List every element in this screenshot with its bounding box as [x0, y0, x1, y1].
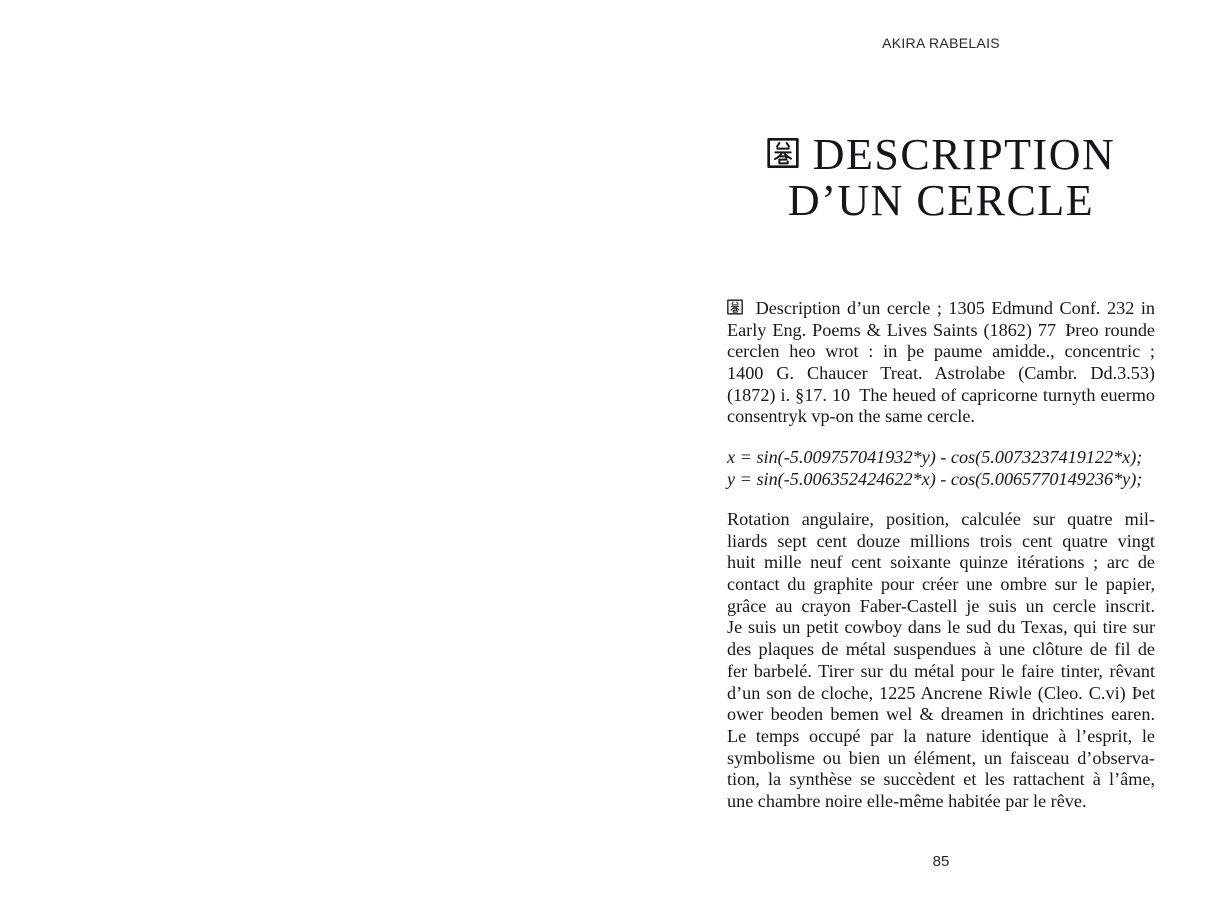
text-line [727, 704, 1155, 726]
text-line [727, 363, 1155, 385]
text-line [727, 639, 1155, 661]
text-line-content: consentryk vp-on the same cercle. [727, 406, 975, 427]
text-line-content: d’un son de cloche, 1225 Ancrene Riwle (Cleo. C.vi) Þet [727, 682, 1155, 703]
body-paragraph [727, 509, 1155, 813]
text-line [727, 509, 1155, 531]
text-line-content: Le temps occupé par la nature identique à l’esprit, le [727, 725, 1155, 746]
text-line-content: contact du graphite pour créer une ombre sur le papier, [727, 574, 1155, 595]
chapter-title-text-1: DESCRIPTION [812, 130, 1116, 179]
text-line-content: cerclen heo wrot : in þe paume amidde., concentric ; [727, 341, 1155, 362]
text-line [727, 385, 1155, 407]
text-line-content: des plaques de métal suspendues à une clôture de fil de [727, 639, 1155, 660]
formula-block [727, 447, 1155, 490]
chapter-title [727, 132, 1155, 224]
text-line [727, 447, 1155, 469]
text-line [727, 769, 1155, 791]
text-line-content: tion, la synthèse se succèdent et les rattachent à l’âme, [727, 769, 1155, 790]
chapter-title-text-2: D’UN CERCLE [787, 176, 1095, 225]
text-line [727, 748, 1155, 770]
text-line [727, 574, 1155, 596]
text-line-content: huit mille neuf cent soixante quinze itérations ; arc de [727, 552, 1155, 573]
text-line-content: ower beoden bemen wel & dreamen in drichtines earen. [727, 704, 1155, 725]
text-line-content: (1872) i. §17. 10 The heued of capricorne turnyth euermo [727, 384, 1155, 405]
text-line [727, 298, 1155, 320]
text-line [727, 617, 1155, 639]
text-line [727, 552, 1155, 574]
text-line-content: x = sin(-5.009757041932*y) - cos(5.0073237419122*x); [727, 447, 1143, 467]
text-line-content: Rotation angulaire, position, calculée sur quatre mil- [727, 509, 1155, 529]
text-line-content: une chambre noire elle-même habitée par le rêve. [727, 790, 1087, 811]
citation-paragraph [727, 298, 1155, 428]
text-line [727, 531, 1155, 553]
circle-ideograph-icon [727, 298, 743, 320]
page-number: 85 [932, 853, 950, 870]
text-line-content: liards sept cent douze millions trois cent quatre vingt [727, 530, 1155, 551]
text-line [727, 791, 1155, 813]
running-head: AKIRA RABELAIS [882, 35, 1000, 51]
circle-ideograph-icon [767, 132, 799, 178]
chapter-title-line-1 [727, 132, 1155, 178]
chapter-title-line-2 [727, 178, 1155, 224]
text-line [727, 661, 1155, 683]
text-line [727, 469, 1155, 491]
text-line-content: Je suis un petit cowboy dans le sud du Texas, qui tire sur [727, 617, 1155, 638]
text-line [727, 596, 1155, 618]
text-line [727, 320, 1155, 342]
text-line-content: Early Eng. Poems & Lives Saints (1862) 77 Þreo rounde [727, 319, 1155, 340]
text-line-content: y = sin(-5.006352424622*x) - cos(5.0065770149236*y); [727, 468, 1143, 489]
text-line-content: 1400 G. Chaucer Treat. Astrolabe (Cambr. Dd.3.53) [727, 363, 1155, 384]
text-line-content: fer barbelé. Tirer sur du métal pour le faire tinter, rêvant [727, 660, 1155, 681]
text-line [727, 406, 1155, 428]
text-line-content: symbolisme ou bien un élément, un faisceau d’observa- [727, 747, 1155, 768]
text-line-content: grâce au crayon Faber-Castell je suis un cercle inscrit. [727, 595, 1155, 616]
text-line-content: Description d’un cercle ; 1305 Edmund Conf. 232 in [755, 298, 1155, 318]
text-line [727, 341, 1155, 363]
text-line [727, 726, 1155, 748]
text-line [727, 683, 1155, 705]
